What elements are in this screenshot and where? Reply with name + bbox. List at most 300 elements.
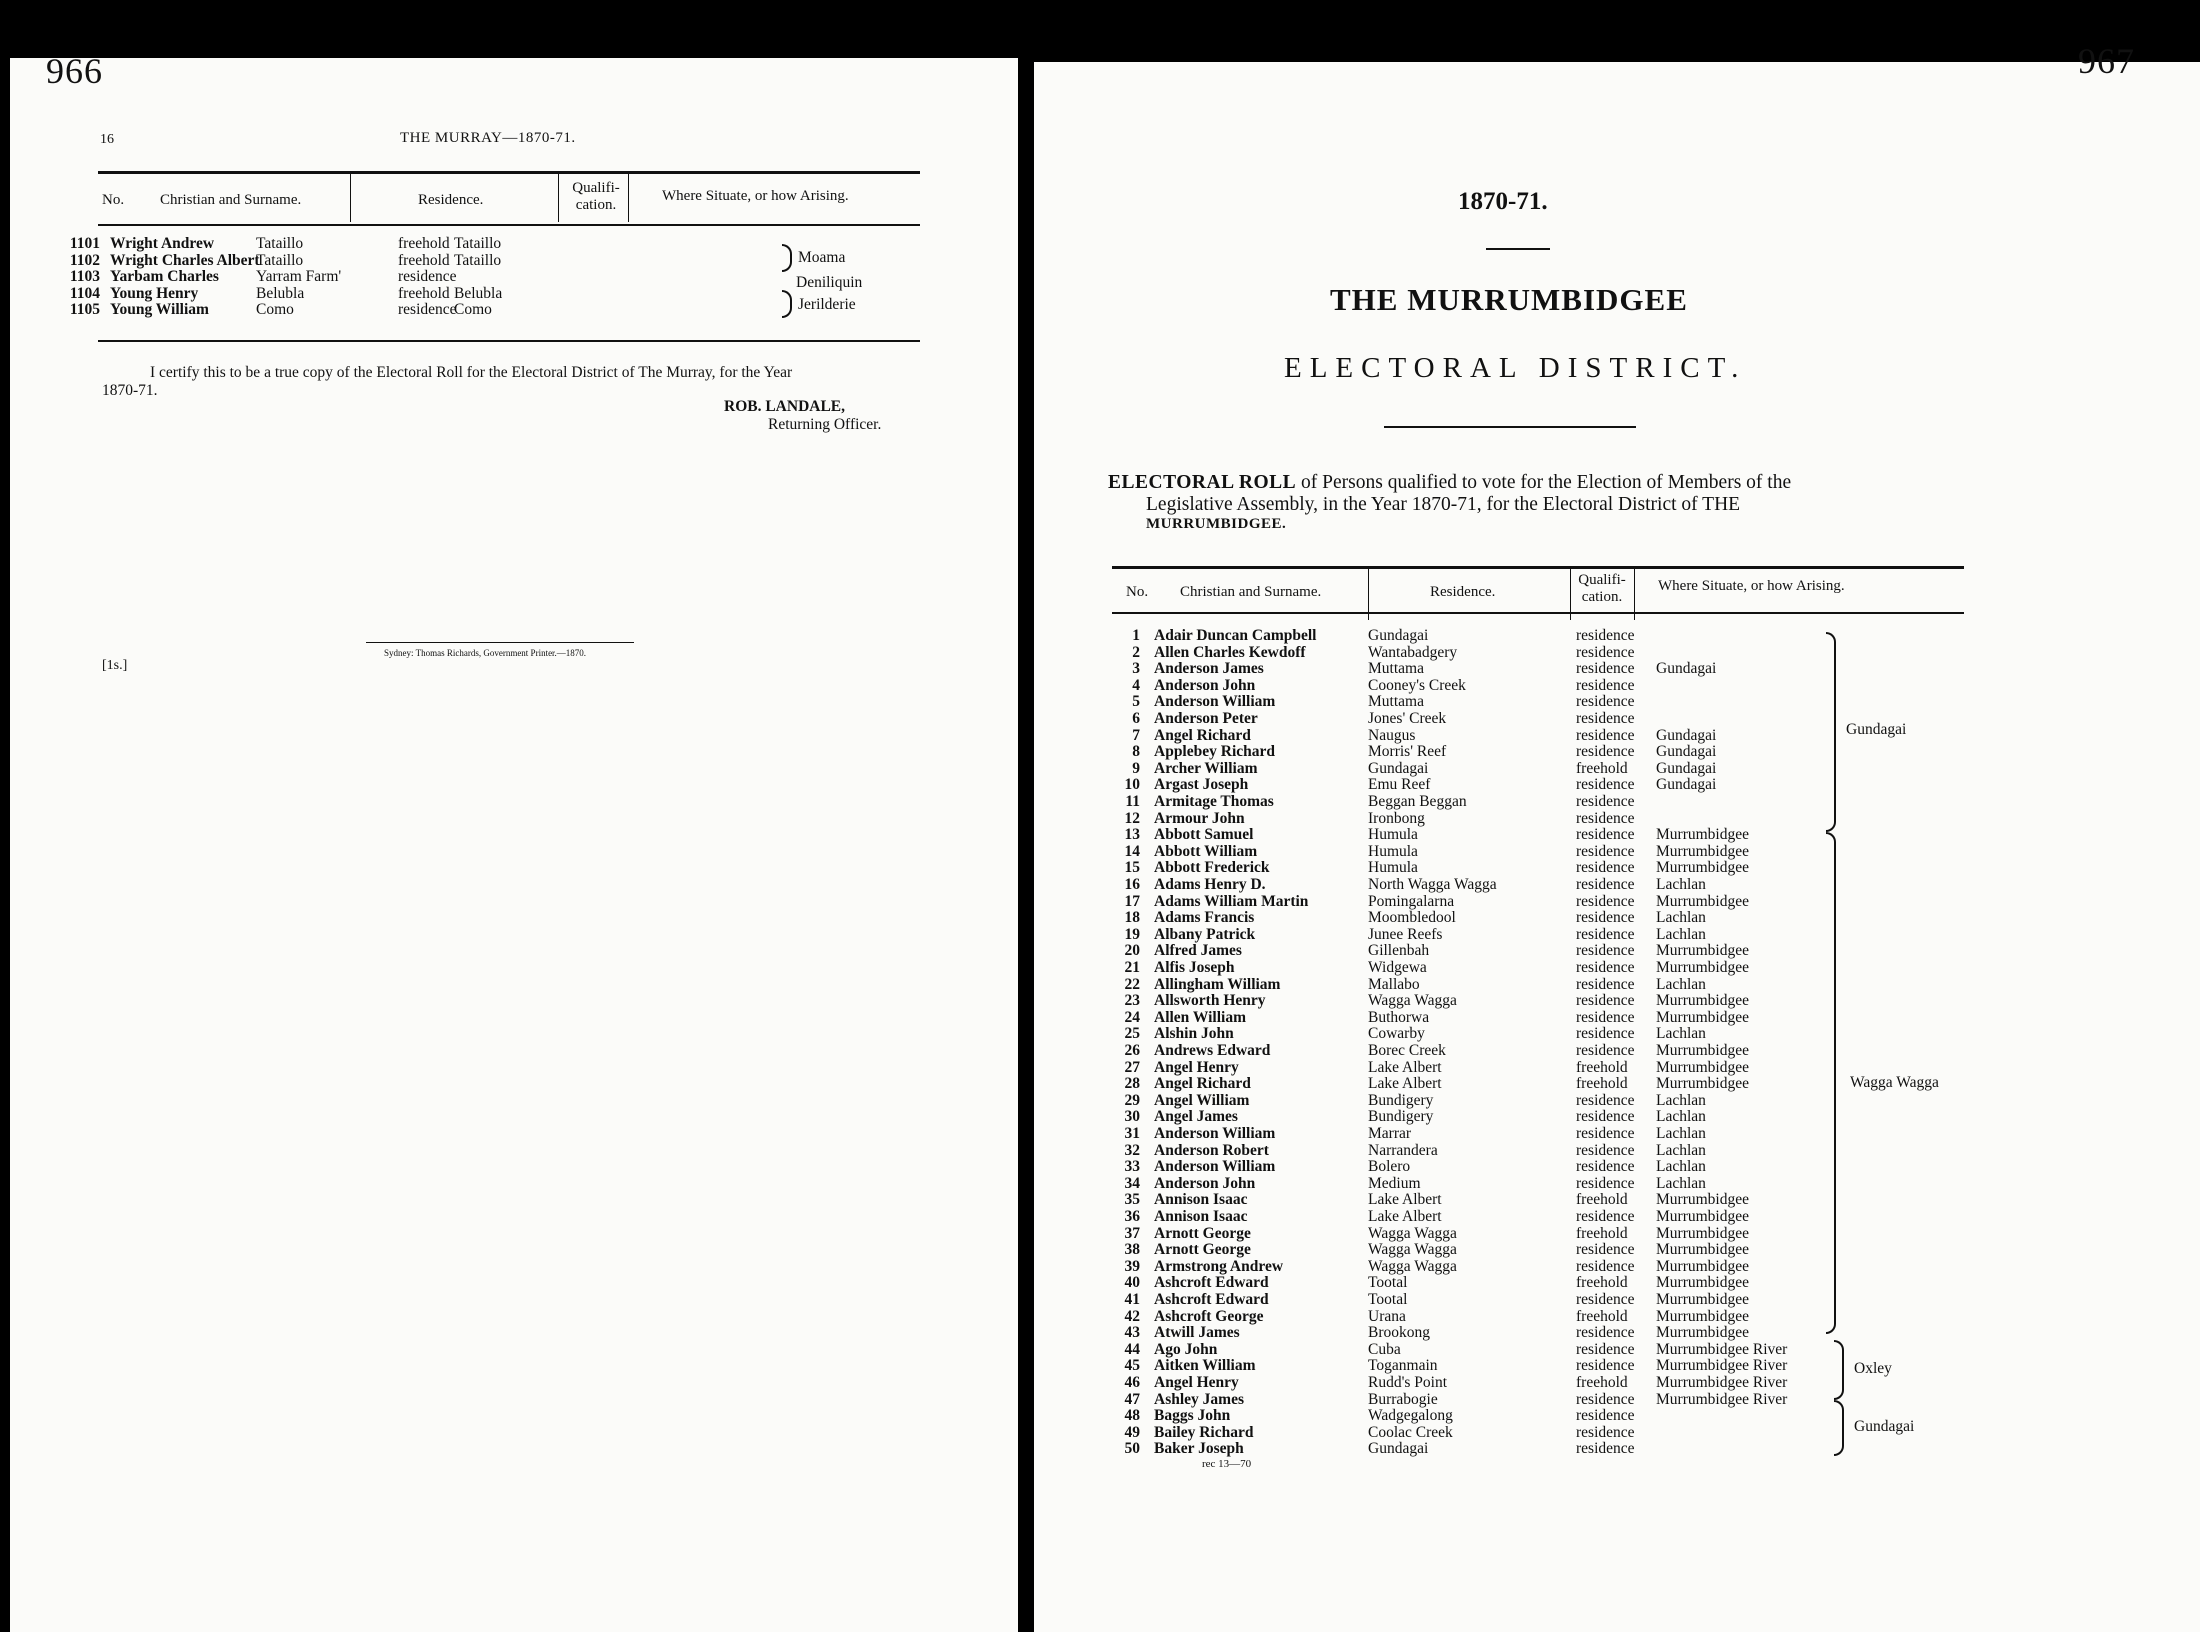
- cell-where: Murrumbidgee River: [1656, 1374, 1788, 1391]
- cell-where: Lachlan: [1656, 1174, 1706, 1192]
- cell-no: 6: [1132, 710, 1140, 727]
- table-row: [1034, 1408, 2200, 1425]
- header-where: Where Situate, or how Arising.: [1658, 578, 1845, 594]
- cell-where: Murrumbidgee: [1656, 892, 1749, 910]
- cell-residence: Tataillo: [256, 235, 304, 252]
- cell-qualification: residence: [1576, 842, 1635, 860]
- cell-qualification: residence: [1576, 1241, 1635, 1259]
- table-row: [1034, 1209, 2200, 1226]
- cell-where: Lachlan: [1656, 975, 1706, 993]
- cell-no: 23: [1124, 992, 1140, 1010]
- cell-where: Lachlan: [1656, 909, 1706, 927]
- cell-residence: Cowarby: [1368, 1025, 1425, 1043]
- table-row: [1034, 1292, 2200, 1309]
- cell-no: 1105: [69, 301, 100, 318]
- cell-residence: Ironbong: [1368, 809, 1425, 827]
- cell-name: Arnott George: [1154, 1224, 1251, 1242]
- cell-where: Murrumbidgee River: [1656, 1390, 1788, 1408]
- cell-residence: Toganmain: [1368, 1357, 1438, 1375]
- intro-line-3: MURRUMBIDGEE.: [1146, 516, 1287, 532]
- table-row: [1034, 960, 2200, 977]
- header-where: Where Situate, or how Arising.: [662, 188, 849, 204]
- cell-qualification: residence: [1576, 1141, 1635, 1159]
- table-row: [1034, 1060, 2200, 1077]
- cell-qualification: freehold: [1576, 1224, 1628, 1242]
- table-row: [1034, 977, 2200, 994]
- cell-residence: Widgewa: [1368, 959, 1427, 976]
- cell-qualification: freehold: [1576, 1191, 1628, 1209]
- table-row: [1034, 744, 2200, 761]
- cell-residence: Gillenbah: [1368, 942, 1430, 960]
- cell-residence: Como: [256, 301, 294, 318]
- cell-qualification: freehold: [398, 284, 450, 302]
- cell-qualification: residence: [1576, 859, 1635, 877]
- cell-residence: Brookong: [1368, 1324, 1430, 1342]
- cell-residence: Naugus: [1368, 726, 1416, 744]
- cell-no: 13: [1124, 826, 1140, 844]
- cell-no: 2: [1132, 643, 1140, 661]
- cell-where: Lachlan: [1656, 876, 1706, 893]
- cell-where: Lachlan: [1656, 925, 1706, 943]
- cell-no: 21: [1124, 959, 1140, 976]
- signatory-title: Returning Officer.: [768, 416, 882, 433]
- cell-residence: Buthorwa: [1368, 1008, 1430, 1026]
- cell-name: Anderson William: [1154, 1125, 1276, 1142]
- brace-label: Deniliquin: [796, 274, 863, 291]
- cell-name: Baker Joseph: [1154, 1440, 1244, 1458]
- cell-qualification: residence: [1576, 1440, 1635, 1458]
- table-bottom-rule: [98, 340, 920, 342]
- cell-qualification: residence: [1576, 1357, 1635, 1375]
- cell-name: Anderson William: [1154, 693, 1276, 711]
- cell-residence: Cooney's Creek: [1368, 676, 1466, 694]
- table-row: [1034, 1425, 2200, 1442]
- cell-no: 16: [1124, 876, 1140, 893]
- cell-qualification: residence: [1576, 726, 1635, 744]
- cell-residence: Wadgegalong: [1368, 1407, 1453, 1425]
- cell-no: 37: [1124, 1224, 1140, 1242]
- table-row: [1034, 1358, 2200, 1375]
- cell-residence: Beggan Beggan: [1368, 793, 1467, 810]
- cell-name: Allen William: [1154, 1008, 1247, 1026]
- cell-qualification: freehold: [398, 235, 450, 252]
- cell-name: Abbott William: [1154, 842, 1258, 860]
- table-row: [10, 269, 1018, 286]
- cell-name: Adams Francis: [1154, 909, 1255, 927]
- cell-where: Lachlan: [1656, 1141, 1706, 1159]
- cell-where: Murrumbidgee River: [1656, 1340, 1788, 1358]
- folio-number: 966: [46, 51, 103, 91]
- cell-qualification: residence: [1576, 1423, 1635, 1441]
- cell-name: Angel James: [1154, 1108, 1238, 1126]
- cell-residence: Burrabogie: [1368, 1390, 1438, 1408]
- cell-name: Armitage Thomas: [1154, 793, 1274, 810]
- page-number: 16: [100, 132, 114, 147]
- cell-no: 26: [1124, 1042, 1140, 1059]
- cell-no: 1102: [69, 251, 100, 269]
- folio-number: 967: [2078, 41, 2135, 81]
- cell-qualification: freehold: [1576, 1075, 1628, 1093]
- cell-qualification: residence: [1576, 925, 1635, 943]
- cell-no: 42: [1124, 1307, 1140, 1325]
- intro-lead: ELECTORAL ROLL: [1108, 472, 1297, 493]
- cell-name: Alfred James: [1154, 942, 1242, 960]
- cell-no: 34: [1124, 1174, 1140, 1192]
- cell-qualification: residence: [1576, 710, 1635, 727]
- cell-no: 44: [1124, 1340, 1140, 1358]
- cell-residence: Lake Albert: [1368, 1208, 1442, 1225]
- cell-qualification: residence: [1576, 1025, 1635, 1043]
- cell-no: 29: [1124, 1091, 1140, 1109]
- table-row: [10, 253, 1018, 270]
- certificate-text: I certify this to be a true copy of the Electoral Roll for the Electoral District of The Murray, for the Year: [150, 364, 793, 381]
- cell-where: Murrumbidgee: [1656, 1291, 1749, 1308]
- table-row: [1034, 1093, 2200, 1110]
- cell-no: 40: [1124, 1274, 1140, 1292]
- table-row: [1034, 1309, 2200, 1326]
- table-header-rule: [1112, 612, 1964, 614]
- cell-residence: Lake Albert: [1368, 1191, 1442, 1209]
- cell-name: Anderson Robert: [1154, 1141, 1269, 1159]
- cell-no: 9: [1132, 759, 1140, 777]
- cell-residence: Cuba: [1368, 1340, 1401, 1358]
- header-name: Christian and Surname.: [160, 192, 302, 208]
- cell-name: Young William: [110, 301, 209, 318]
- cell-residence: Tataillo: [256, 251, 304, 269]
- year-heading: 1870-71.: [1458, 188, 1548, 215]
- cell-name: Armstrong Andrew: [1154, 1257, 1284, 1275]
- cell-residence: North Wagga Wagga: [1368, 876, 1497, 893]
- cell-no: 1101: [69, 235, 100, 252]
- cell-qualification: residence: [1576, 992, 1635, 1010]
- cell-residence: Bundigery: [1368, 1108, 1434, 1126]
- cell-qualification: residence: [1576, 826, 1635, 844]
- cell-qualification: residence: [1576, 1158, 1635, 1176]
- cell-residence: Borec Creek: [1368, 1042, 1446, 1059]
- table-row: [1034, 993, 2200, 1010]
- table-row: [1034, 860, 2200, 877]
- cell-qualification: residence: [1576, 1008, 1635, 1026]
- table-row: [1034, 811, 2200, 828]
- header-no: No.: [102, 192, 125, 208]
- table-row: [1034, 1010, 2200, 1027]
- cell-qualification: residence: [1576, 975, 1635, 993]
- cell-name: Archer William: [1154, 759, 1258, 777]
- cell-no: 1103: [69, 268, 100, 285]
- cell-where: Murrumbidgee: [1656, 1307, 1749, 1325]
- cell-residence: Narrandera: [1368, 1141, 1438, 1159]
- cell-where: Murrumbidgee: [1656, 859, 1749, 877]
- cell-name: Armour John: [1154, 809, 1245, 827]
- table-row: [1034, 794, 2200, 811]
- cell-residence: Humula: [1368, 859, 1418, 877]
- table-row: [1034, 844, 2200, 861]
- table-row: [1034, 1342, 2200, 1359]
- cell-name: Abbott Samuel: [1154, 826, 1254, 844]
- cell-no: 27: [1124, 1058, 1140, 1076]
- cell-qualification: residence: [1576, 1208, 1635, 1225]
- cell-no: 5: [1132, 693, 1140, 711]
- cell-name: Albany Patrick: [1154, 925, 1256, 943]
- cell-residence: Mallabo: [1368, 975, 1420, 993]
- cell-no: 38: [1124, 1241, 1140, 1259]
- cell-name: Applebey Richard: [1154, 743, 1275, 761]
- cell-where: Murrumbidgee: [1656, 1058, 1749, 1076]
- brace-label: Oxley: [1854, 1360, 1892, 1377]
- cell-qualification: residence: [1576, 942, 1635, 960]
- cell-no: 20: [1124, 942, 1140, 960]
- cell-where: Murrumbidgee: [1656, 992, 1749, 1010]
- cell-qualification: residence: [1576, 876, 1635, 893]
- cell-residence: Tootal: [1368, 1274, 1408, 1292]
- cell-name: Ashley James: [1154, 1390, 1244, 1408]
- header-name: Christian and Surname.: [1180, 584, 1322, 600]
- cell-where: Gundagai: [1656, 759, 1717, 777]
- cell-name: Ago John: [1154, 1340, 1218, 1358]
- cell-name: Andrews Edward: [1154, 1042, 1271, 1059]
- cell-name: Allsworth Henry: [1154, 992, 1266, 1010]
- table-row: [1034, 1226, 2200, 1243]
- cell-where: Murrumbidgee: [1656, 1224, 1749, 1242]
- district-subtitle: ELECTORAL DISTRICT.: [1284, 352, 1747, 384]
- cell-no: 1: [1132, 627, 1140, 644]
- cell-where: Murrumbidgee: [1656, 842, 1749, 860]
- cell-residence: Wantabadgery: [1368, 643, 1458, 661]
- cell-qualification: residence: [1576, 693, 1635, 711]
- cell-residence: Rudd's Point: [1368, 1374, 1448, 1391]
- cell-residence: Lake Albert: [1368, 1075, 1442, 1093]
- table-row: [10, 302, 1018, 319]
- cell-name: Angel Henry: [1154, 1058, 1239, 1076]
- cell-name: Allen Charles Kewdoff: [1154, 643, 1306, 661]
- table-row: [1034, 1143, 2200, 1160]
- cell-qualification: residence: [1576, 660, 1635, 678]
- cell-no: 14: [1124, 842, 1140, 860]
- cell-where: Como: [454, 301, 492, 318]
- cell-no: 31: [1124, 1125, 1140, 1142]
- cell-qualification: residence: [1576, 1091, 1635, 1109]
- table-row: [1034, 694, 2200, 711]
- cell-qualification: residence: [1576, 959, 1635, 976]
- cell-where: Lachlan: [1656, 1108, 1706, 1126]
- cell-where: Gundagai: [1656, 726, 1717, 744]
- cell-no: 22: [1124, 975, 1140, 993]
- cell-qualification: residence: [1576, 1340, 1635, 1358]
- cell-name: Adams Henry D.: [1154, 876, 1266, 893]
- table-row: [1034, 927, 2200, 944]
- cell-no: 7: [1132, 726, 1140, 744]
- cell-name: Anderson John: [1154, 676, 1256, 694]
- cell-no: 19: [1124, 925, 1140, 943]
- header-no: No.: [1126, 584, 1149, 600]
- cell-name: Anderson Peter: [1154, 710, 1258, 727]
- cell-residence: Urana: [1368, 1307, 1406, 1325]
- cell-no: 25: [1124, 1025, 1140, 1043]
- cell-residence: Humula: [1368, 826, 1418, 844]
- cell-name: Annison Isaac: [1154, 1191, 1248, 1209]
- right-page: [1034, 41, 2200, 1632]
- cell-no: 43: [1124, 1324, 1140, 1342]
- cell-where: Murrumbidgee: [1656, 942, 1749, 960]
- cell-residence: Belubla: [256, 284, 305, 302]
- table-row: [1034, 1325, 2200, 1342]
- cell-qualification: residence: [1576, 793, 1635, 810]
- cell-where: Murrumbidgee: [1656, 1042, 1749, 1059]
- cell-name: Arnott George: [1154, 1241, 1251, 1259]
- cell-where: Murrumbidgee: [1656, 1075, 1749, 1093]
- cell-qualification: residence: [1576, 1174, 1635, 1192]
- cell-where: Lachlan: [1656, 1025, 1706, 1043]
- cell-where: Tataillo: [454, 251, 502, 269]
- cell-name: Anderson William: [1154, 1158, 1276, 1176]
- table-row: [1034, 711, 2200, 728]
- cell-where: Lachlan: [1656, 1091, 1706, 1109]
- table-row: [1034, 1026, 2200, 1043]
- cell-qualification: residence: [1576, 776, 1635, 794]
- cell-name: Yarbam Charles: [110, 268, 219, 285]
- cell-qualification: freehold: [1576, 1307, 1628, 1325]
- cell-name: Anderson John: [1154, 1174, 1256, 1192]
- cell-name: Young Henry: [110, 284, 199, 302]
- cell-where: Gundagai: [1656, 743, 1717, 761]
- cell-no: 35: [1124, 1191, 1140, 1209]
- brace-label: Wagga Wagga: [1850, 1074, 1939, 1091]
- signature-mark: [1s.]: [102, 658, 128, 673]
- cell-no: 46: [1124, 1374, 1140, 1391]
- cell-qualification: residence: [1576, 676, 1635, 694]
- cell-no: 39: [1124, 1257, 1140, 1275]
- cell-qualification: residence: [398, 268, 457, 285]
- cell-no: 4: [1132, 676, 1140, 694]
- cell-residence: Bolero: [1368, 1158, 1411, 1176]
- cell-where: Murrumbidgee River: [1656, 1357, 1788, 1375]
- left-page: [10, 51, 1018, 1632]
- cell-where: Murrumbidgee: [1656, 1191, 1749, 1209]
- cell-residence: Muttama: [1368, 693, 1424, 711]
- column-divider: [628, 174, 629, 222]
- cell-residence: Emu Reef: [1368, 776, 1431, 794]
- table-row: [1034, 678, 2200, 695]
- table-row: [1034, 728, 2200, 745]
- cell-qualification: freehold: [1576, 1374, 1628, 1391]
- table-row: [1034, 943, 2200, 960]
- table-row: [1034, 1242, 2200, 1259]
- cell-qualification: residence: [1576, 1257, 1635, 1275]
- table-row: [1034, 1126, 2200, 1143]
- separator-rule: [1486, 248, 1550, 250]
- cell-where: Lachlan: [1656, 1125, 1706, 1142]
- cell-where: Murrumbidgee: [1656, 1324, 1749, 1342]
- cell-name: Allingham William: [1154, 975, 1281, 993]
- running-head: THE MURRAY—1870-71.: [400, 130, 576, 146]
- cell-residence: Moombledool: [1368, 909, 1456, 927]
- cell-qualification: residence: [398, 301, 457, 318]
- intro-text: of Persons qualified to vote for the Election of Members of the: [1301, 472, 1792, 493]
- table-row: [1034, 1176, 2200, 1193]
- cell-where: Tataillo: [454, 235, 502, 252]
- cell-name: Wright Charles Albert: [110, 251, 260, 269]
- cell-where: Gundagai: [1656, 776, 1717, 794]
- table-header-rule: [98, 224, 920, 226]
- printer-rule: [366, 642, 634, 643]
- cell-where: Lachlan: [1656, 1158, 1706, 1176]
- cell-residence: Gundagai: [1368, 1440, 1429, 1458]
- cell-qualification: freehold: [1576, 1274, 1628, 1292]
- cell-where: Murrumbidgee: [1656, 1241, 1749, 1259]
- cell-residence: Muttama: [1368, 660, 1424, 678]
- cell-name: Adair Duncan Campbell: [1154, 627, 1317, 644]
- table-row: [1034, 661, 2200, 678]
- cell-name: Baggs John: [1154, 1407, 1231, 1425]
- brace-label: Jerilderie: [798, 296, 856, 313]
- cell-where: Belubla: [454, 284, 503, 302]
- cell-qualification: residence: [1576, 1108, 1635, 1126]
- cell-name: Ashcroft George: [1154, 1307, 1264, 1325]
- cell-name: Abbott Frederick: [1154, 859, 1270, 877]
- table-row: [1034, 1109, 2200, 1126]
- cell-no: 11: [1125, 793, 1140, 810]
- cell-residence: Medium: [1368, 1174, 1421, 1192]
- cell-qualification: freehold: [398, 251, 450, 269]
- cell-no: 36: [1124, 1208, 1140, 1225]
- signatory: ROB. LANDALE,: [724, 398, 846, 415]
- cell-residence: Morris' Reef: [1368, 743, 1447, 761]
- cell-where: Murrumbidgee: [1656, 826, 1749, 844]
- cell-name: Ashcroft Edward: [1154, 1274, 1269, 1292]
- table-row: [1034, 777, 2200, 794]
- table-row: [1034, 645, 2200, 662]
- cell-residence: Wagga Wagga: [1368, 992, 1457, 1010]
- brace: [1834, 1400, 1844, 1456]
- table-row: [1034, 894, 2200, 911]
- footer-note: rec 13—70: [1202, 1458, 1252, 1470]
- cell-name: Annison Isaac: [1154, 1208, 1248, 1225]
- cell-qualification: residence: [1576, 1291, 1635, 1308]
- cell-residence: Humula: [1368, 842, 1418, 860]
- cell-where: Murrumbidgee: [1656, 959, 1749, 976]
- cell-no: 12: [1124, 809, 1140, 827]
- intro-line-2: Legislative Assembly, in the Year 1870-71, for the Electoral District of THE: [1146, 494, 1741, 515]
- cell-no: 32: [1124, 1141, 1140, 1159]
- printer-imprint: Sydney: Thomas Richards, Government Printer.—1870.: [384, 648, 587, 658]
- brace-label: Gundagai: [1846, 721, 1907, 738]
- cell-no: 17: [1124, 892, 1140, 910]
- cell-residence: Junee Reefs: [1368, 925, 1443, 943]
- cell-name: Angel Henry: [1154, 1374, 1239, 1391]
- header-qualification: Qualifi- cation.: [1578, 572, 1626, 605]
- cell-where: Murrumbidgee: [1656, 1008, 1749, 1026]
- table-row: [1034, 761, 2200, 778]
- cell-residence: Marrar: [1368, 1125, 1412, 1142]
- cell-no: 45: [1124, 1357, 1140, 1375]
- cell-residence: Coolac Creek: [1368, 1423, 1453, 1441]
- cell-qualification: residence: [1576, 809, 1635, 827]
- cell-qualification: residence: [1576, 743, 1635, 761]
- table-row: [1034, 1275, 2200, 1292]
- table-row: [1034, 910, 2200, 927]
- brace-label: Moama: [798, 249, 846, 266]
- cell-name: Angel Richard: [1154, 1075, 1251, 1093]
- table-top-rule: [1112, 566, 1964, 569]
- table-row: [1034, 1043, 2200, 1060]
- cell-where: Murrumbidgee: [1656, 1208, 1749, 1225]
- table-row: [1034, 1192, 2200, 1209]
- cell-no: 28: [1124, 1075, 1140, 1093]
- cell-residence: Tootal: [1368, 1291, 1408, 1308]
- brace: [1826, 632, 1836, 832]
- cell-residence: Wagga Wagga: [1368, 1241, 1457, 1259]
- column-divider: [558, 174, 559, 222]
